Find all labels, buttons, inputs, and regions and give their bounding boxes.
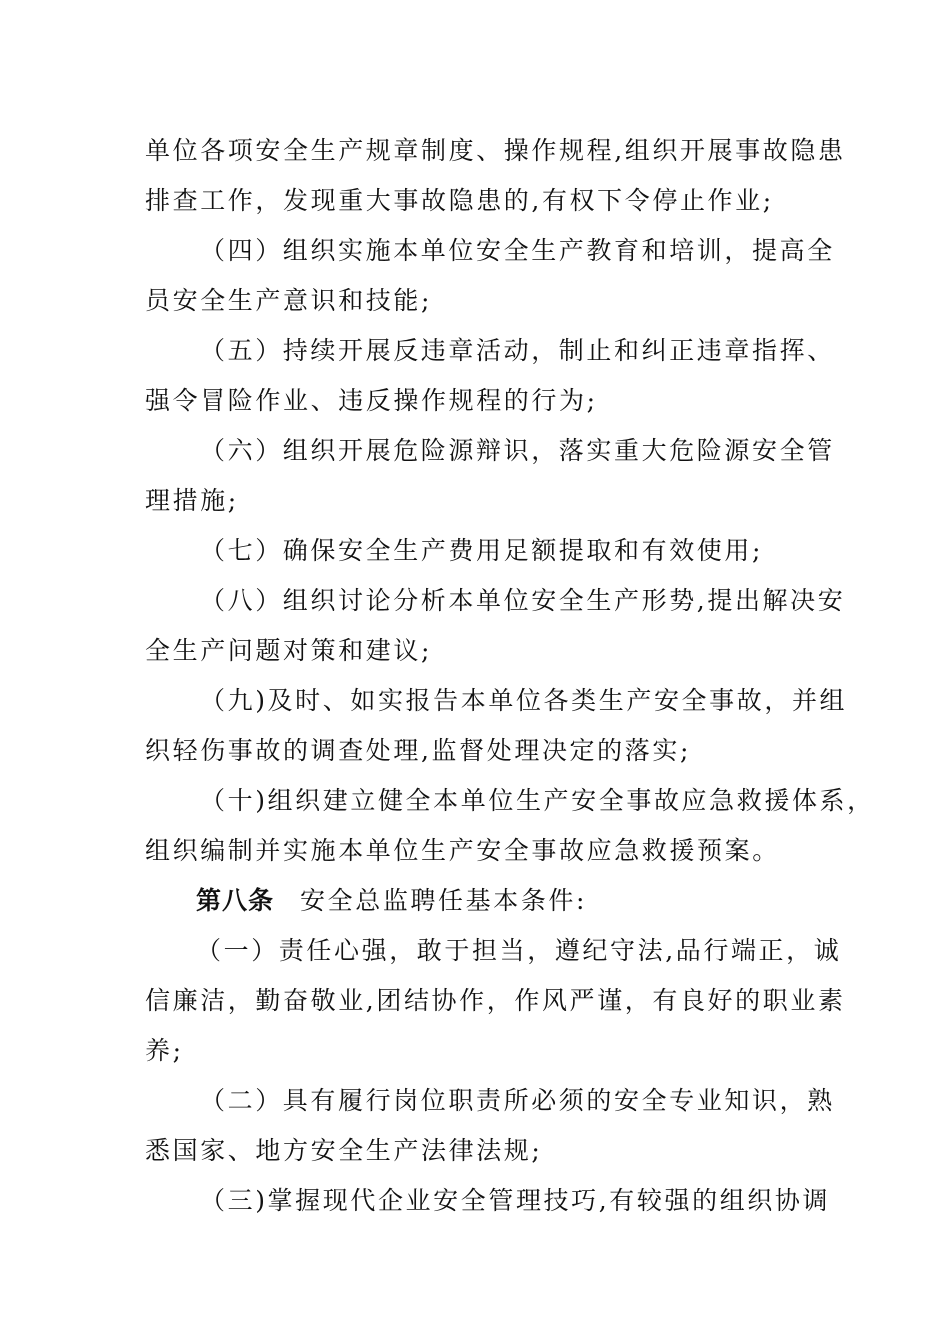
text-line: （五）持续开展反违章活动，制止和纠正违章指挥、: [200, 336, 835, 365]
article-text: 安全总监聘任基本条件:: [300, 886, 588, 915]
text-line: （七）确保安全生产费用足额提取和有效使用;: [200, 536, 764, 565]
text-line: 织轻伤事故的调查处理,监督处理决定的落实;: [145, 736, 691, 765]
article-heading: [196, 884, 587, 918]
text-line: （一）责任心强，敢于担当，遵纪守法,品行端正，诚: [196, 936, 842, 965]
text-line: 全生产问题对策和建议;: [145, 636, 433, 665]
text-line: 强令冒险作业、违反操作规程的行为;: [145, 386, 598, 415]
text-line: 理措施;: [145, 486, 239, 515]
text-line: 组织编制并实施本单位生产安全事故应急救援预案。: [145, 836, 780, 865]
article-label: 第八条: [196, 886, 275, 915]
text-line: （二）具有履行岗位职责所必须的安全专业知识，熟: [200, 1086, 835, 1115]
text-line: （三)掌握现代企业安全管理技巧,有较强的组织协调: [200, 1186, 831, 1215]
text-line: （八）组织讨论分析本单位安全生产形势,提出解决安: [200, 586, 846, 615]
text-line: （十)组织建立健全本单位生产安全事故应急救援体系，: [200, 786, 875, 815]
text-line: 员安全生产意识和技能;: [145, 286, 433, 315]
text-line: 养;: [145, 1036, 184, 1065]
text-line: 悉国家、地方安全生产法律法规;: [145, 1136, 543, 1165]
text-line: 信廉洁，勤奋敬业,团结协作，作风严谨，有良好的职业素: [145, 986, 846, 1015]
text-line: （六）组织开展危险源辩识，落实重大危险源安全管: [200, 436, 835, 465]
text-line: 排查工作，发现重大事故隐患的,有权下令停止作业;: [145, 186, 774, 215]
text-line: （九)及时、如实报告本单位各类生产安全事故，并组: [200, 686, 848, 715]
text-line: （四）组织实施本单位安全生产教育和培训，提高全: [200, 236, 835, 265]
text-line: 单位各项安全生产规章制度、操作规程,组织开展事故隐患: [145, 136, 846, 165]
